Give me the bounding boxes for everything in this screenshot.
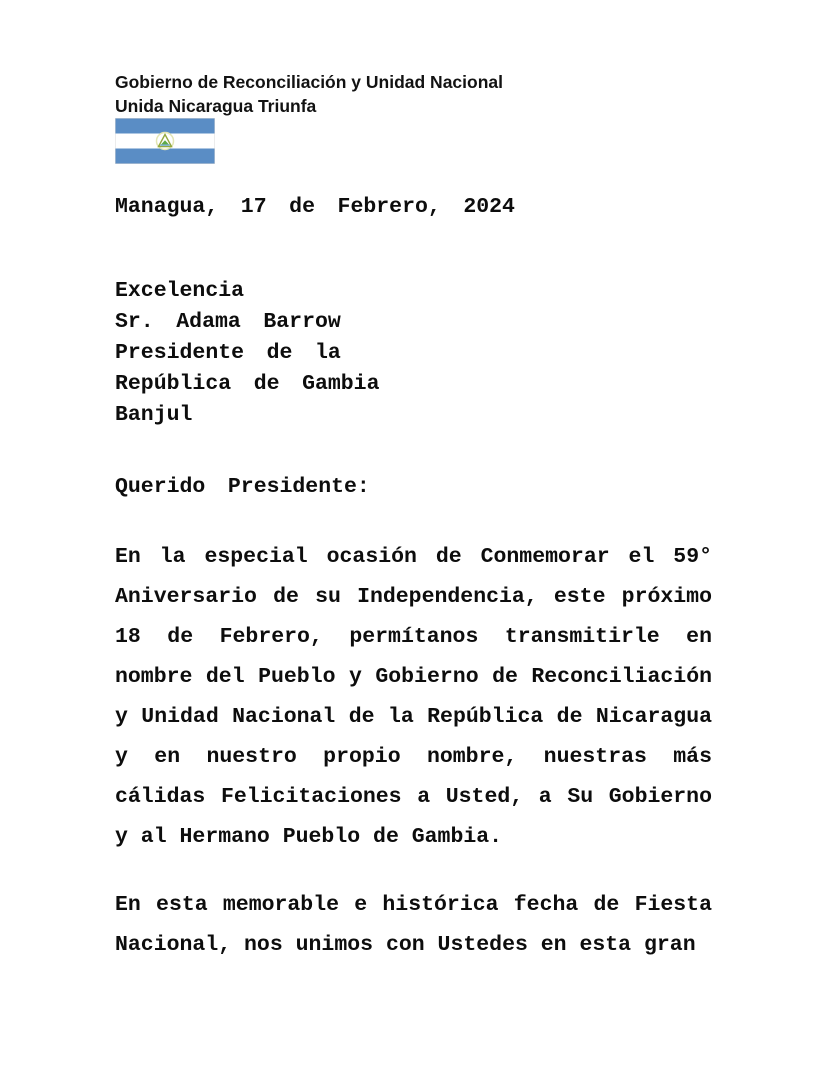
letterhead-motto: Unida Nicaragua Triunfa (115, 96, 317, 116)
recipient-honorific: Excelencia (115, 279, 245, 303)
recipient-title: Presidente de la (115, 341, 341, 365)
salutation: Querido Presidente: (115, 475, 370, 499)
flag-emblem (157, 133, 174, 150)
recipient-city: Banjul (115, 403, 193, 427)
nicaragua-flag-icon (115, 118, 215, 164)
letterhead (115, 70, 712, 118)
body-paragraph-2: En esta memorable e histórica fecha de Fiesta Nacional, nos unimos con Ustedes en esta gran (115, 893, 712, 957)
recipient-country: República de Gambia (115, 372, 380, 396)
dateline: Managua, 17 de Febrero, 2024 (115, 195, 515, 219)
recipient-block (115, 276, 712, 431)
body-paragraph-1: En la especial ocasión de Conmemorar el 59° Aniversario de su Independencia, este próximo 18 de Febrero, permítanos transmitirle en nombre del Pueblo y Gobierno de Reconciliación y Unidad Nacional de la República de Nicaragua y en nuestro propio nombre, nuestras más cálidas Felicitaciones a Usted, a Su Gobierno y al Hermano Pueblo de Gambia. (115, 545, 712, 849)
letterhead-title: Gobierno de Reconciliación y Unidad Nacional (115, 72, 503, 92)
letter-content (115, 70, 712, 965)
recipient-name: Sr. Adama Barrow (115, 310, 341, 334)
flag-stripe-top (116, 119, 215, 134)
flag-stripe-bottom (116, 149, 215, 164)
